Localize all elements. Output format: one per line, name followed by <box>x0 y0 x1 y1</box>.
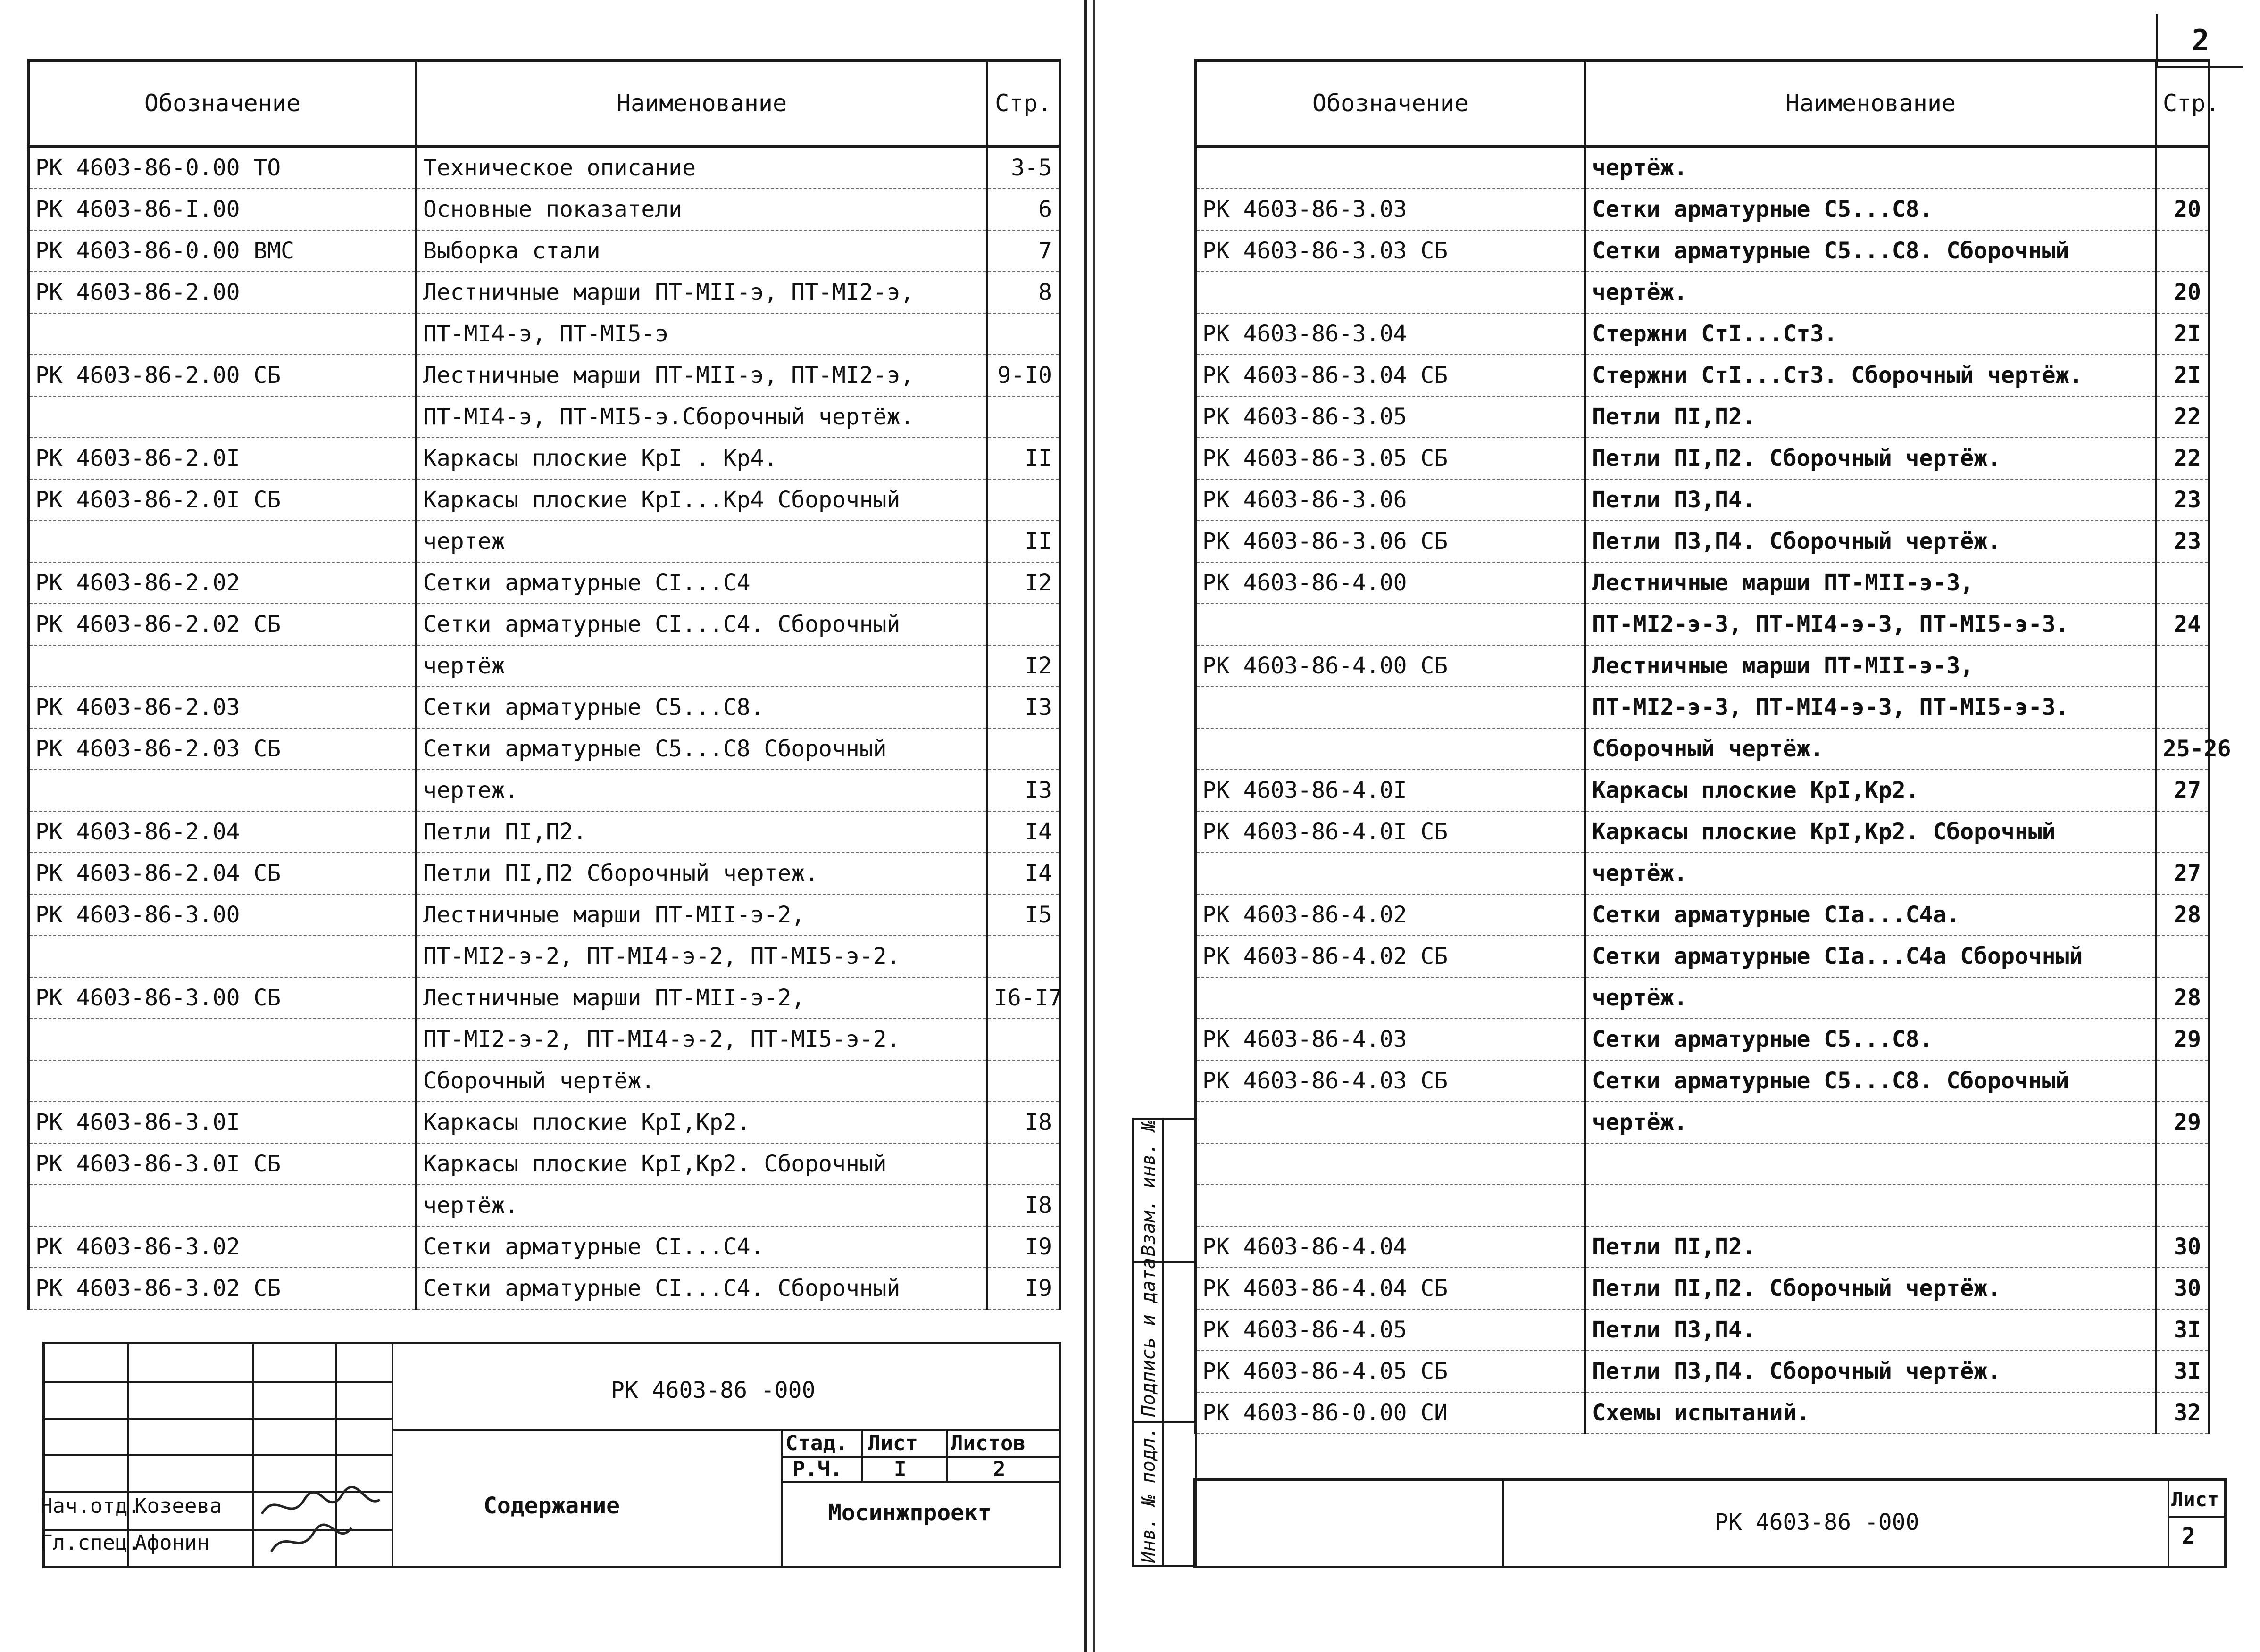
stage-label: Стад. <box>785 1431 848 1455</box>
table-row <box>29 355 1060 396</box>
person2-role: Гл.спец. <box>40 1531 140 1555</box>
table-row <box>29 1019 1060 1060</box>
table-row <box>29 770 1060 811</box>
cell-code: РК 4603-86-2.0I <box>29 438 417 479</box>
cell-code: РК 4603-86-3.02 СБ <box>29 1268 417 1309</box>
organization: Мосинжпроект <box>828 1500 992 1526</box>
cell-code <box>1196 604 1585 645</box>
cell-page: I4 <box>987 853 1060 894</box>
cell-code: РК 4603-86-3.02 <box>29 1226 417 1268</box>
table-row <box>29 645 1060 687</box>
table-row <box>29 853 1060 894</box>
side-stamp <box>1132 1118 1197 1567</box>
table-row <box>29 1268 1060 1309</box>
cell-code: РК 4603-86-0.00 СИ <box>1196 1392 1585 1434</box>
page-fold-line-inner <box>1093 0 1095 1652</box>
table-row <box>29 479 1060 521</box>
cell-name: Петли ПI,П2. Сборочный чертёж. <box>1585 1268 2156 1309</box>
table-row <box>29 438 1060 479</box>
cell-name: ПТ-МI4-э, ПТ-МI5-э.Сборочный чертёж. <box>417 396 987 438</box>
cell-page: I2 <box>987 562 1060 604</box>
table-row <box>1196 894 2209 936</box>
cell-page: 20 <box>2156 272 2209 313</box>
cell-code <box>1196 1102 1585 1143</box>
cell-code: РК 4603-86-3.05 <box>1196 396 1585 438</box>
cell-page: II <box>987 521 1060 562</box>
cell-code <box>1196 977 1585 1019</box>
cell-name: Основные показатели <box>417 189 987 230</box>
cell-page: 28 <box>2156 977 2209 1019</box>
cell-code: РК 4603-86-0.00 ВМС <box>29 230 417 272</box>
cell-page <box>987 1143 1060 1185</box>
cell-code <box>1196 853 1585 894</box>
right-contents-table <box>1194 59 2231 1434</box>
table-row <box>1196 853 2209 894</box>
cell-name: Петли П3,П4. Сборочный чертёж. <box>1585 521 2156 562</box>
table-row <box>1196 189 2209 230</box>
cell-code: РК 4603-86-2.02 СБ <box>29 604 417 645</box>
cell-name: Лестничные марши ПТ-МII-э-2, <box>417 977 987 1019</box>
cell-page: 9-I0 <box>987 355 1060 396</box>
left-title-block <box>42 1342 1061 1568</box>
grid-line <box>45 1381 392 1383</box>
cell-code: РК 4603-86-2.00 СБ <box>29 355 417 396</box>
cell-page: I9 <box>987 1268 1060 1309</box>
page-number: 2 <box>2192 23 2210 58</box>
cell-page <box>2156 687 2209 728</box>
cell-name: ПТ-МI4-э, ПТ-МI5-э <box>417 313 987 355</box>
table-row <box>1196 479 2209 521</box>
cell-page: 23 <box>2156 479 2209 521</box>
cell-code: РК 4603-86-4.04 <box>1196 1226 1585 1268</box>
cell-page: I5 <box>987 894 1060 936</box>
grid-line <box>392 1429 1059 1431</box>
cell-code <box>1196 1143 1585 1185</box>
table-row <box>1196 977 2209 1019</box>
table-row <box>1196 272 2209 313</box>
grid-line <box>861 1429 863 1481</box>
table-header <box>29 60 1060 146</box>
header-designation: Обозначение <box>1196 60 1585 146</box>
table-row <box>29 1226 1060 1268</box>
cell-name: Сборочный чертёж. <box>417 1060 987 1102</box>
stage-value: Р.Ч. <box>792 1457 842 1481</box>
person1-name: Козеева <box>134 1494 222 1518</box>
table-row <box>1196 1143 2209 1185</box>
cell-code: РК 4603-86-2.0I СБ <box>29 479 417 521</box>
cell-page: 23 <box>2156 521 2209 562</box>
sheet-value: I <box>894 1457 907 1481</box>
cell-name: Петли ПI,П2. <box>1585 1226 2156 1268</box>
table-row <box>29 728 1060 770</box>
cell-page <box>987 936 1060 977</box>
doc-code: РК 4603-86 -000 <box>1715 1509 1919 1536</box>
cell-name: ПТ-МI2-э-3, ПТ-МI4-э-3, ПТ-МI5-э-3. <box>1585 687 2156 728</box>
person1-role: Нач.отд. <box>40 1494 140 1518</box>
table-row <box>1196 687 2209 728</box>
cell-page <box>2156 936 2209 977</box>
cell-code: РК 4603-86-4.02 СБ <box>1196 936 1585 977</box>
cell-page: 25-26 <box>2156 728 2209 770</box>
cell-page: 27 <box>2156 770 2209 811</box>
table-row <box>1196 1392 2209 1434</box>
cell-code <box>1196 146 1585 189</box>
cell-code: РК 4603-86-3.03 <box>1196 189 1585 230</box>
sheet-value: 2 <box>2182 1523 2195 1550</box>
cell-page <box>987 604 1060 645</box>
cell-name: чертёж <box>417 645 987 687</box>
cell-page: 8 <box>987 272 1060 313</box>
cell-code: РК 4603-86-4.05 СБ <box>1196 1351 1585 1392</box>
table-row <box>1196 1226 2209 1268</box>
table-row <box>1196 230 2209 272</box>
cell-name: Каркасы плоские КрI . Кр4. <box>417 438 987 479</box>
sheet-title: Содержание <box>484 1493 620 1519</box>
cell-code <box>29 770 417 811</box>
cell-page: I3 <box>987 770 1060 811</box>
table-row <box>1196 936 2209 977</box>
cell-name: Сетки арматурные С5...С8. <box>1585 1019 2156 1060</box>
cell-page <box>987 479 1060 521</box>
cell-name: Каркасы плоские КрI...Кр4 Сборочный <box>417 479 987 521</box>
cell-name: Петли П3,П4. <box>1585 479 2156 521</box>
cell-name: ПТ-МI2-э-2, ПТ-МI4-э-2, ПТ-МI5-э-2. <box>417 1019 987 1060</box>
cell-code: РК 4603-86-2.04 <box>29 811 417 853</box>
table-header <box>1196 60 2209 146</box>
cell-name: чертеж. <box>417 770 987 811</box>
table-row <box>1196 1268 2209 1309</box>
cell-code <box>29 396 417 438</box>
table-row <box>29 1143 1060 1185</box>
cell-code: РК 4603-86-3.04 СБ <box>1196 355 1585 396</box>
table-row <box>29 811 1060 853</box>
table-row <box>29 562 1060 604</box>
cell-code <box>29 936 417 977</box>
cell-code <box>1196 1185 1585 1226</box>
table-row <box>1196 146 2209 189</box>
cell-name: Сетки арматурные С5...С8. <box>417 687 987 728</box>
cell-name: Сетки арматурные СI...С4. Сборочный <box>417 604 987 645</box>
table-row <box>1196 645 2209 687</box>
cell-page: 24 <box>2156 604 2209 645</box>
cell-page <box>2156 1143 2209 1185</box>
cell-page: 29 <box>2156 1102 2209 1143</box>
left-contents-table <box>27 59 1061 1310</box>
table-row <box>1196 1019 2209 1060</box>
cell-page: 28 <box>2156 894 2209 936</box>
cell-name: Сетки арматурные СI...С4. Сборочный <box>417 1268 987 1309</box>
table-row <box>29 687 1060 728</box>
cell-code: РК 4603-86-I.00 <box>29 189 417 230</box>
grid-line <box>45 1454 392 1456</box>
cell-page <box>2156 146 2209 189</box>
cell-code: РК 4603-86-3.0I <box>29 1102 417 1143</box>
person2-name: Афонин <box>134 1531 209 1555</box>
cell-page: 2I <box>2156 313 2209 355</box>
cell-code: РК 4603-86-2.03 СБ <box>29 728 417 770</box>
cell-page: II <box>987 438 1060 479</box>
grid-line <box>1134 1421 1195 1423</box>
left-table-body <box>29 146 1060 1309</box>
cell-name: Каркасы плоские КрI,Кр2. <box>417 1102 987 1143</box>
table-row <box>29 604 1060 645</box>
cell-name: Петли ПI,П2. Сборочный чертёж. <box>1585 438 2156 479</box>
cell-name: Петли ПI,П2 Сборочный чертеж. <box>417 853 987 894</box>
cell-page <box>2156 811 2209 853</box>
table-row <box>1196 770 2209 811</box>
cell-page: 3I <box>2156 1351 2209 1392</box>
cell-page: 22 <box>2156 396 2209 438</box>
cell-page: 20 <box>2156 189 2209 230</box>
cell-name: Стержни СтI...Ст3. <box>1585 313 2156 355</box>
cell-code <box>29 521 417 562</box>
cell-name: Выборка стали <box>417 230 987 272</box>
table-row <box>1196 355 2209 396</box>
cell-code: РК 4603-86-4.02 <box>1196 894 1585 936</box>
table-row <box>1196 521 2209 562</box>
cell-page: I9 <box>987 1226 1060 1268</box>
table-row <box>29 189 1060 230</box>
table-row <box>1196 1102 2209 1143</box>
table-row <box>29 977 1060 1019</box>
cell-name: Сетки арматурные СIа...С4а. <box>1585 894 2156 936</box>
signature-icon <box>257 1481 384 1561</box>
cell-code: РК 4603-86-2.00 <box>29 272 417 313</box>
replace-label: Взам. инв. № <box>1138 1120 1159 1256</box>
grid-line <box>1162 1120 1164 1565</box>
grid-line <box>946 1429 948 1481</box>
cell-name <box>1585 1185 2156 1226</box>
cell-code: РК 4603-86-3.05 СБ <box>1196 438 1585 479</box>
cell-page: 30 <box>2156 1268 2209 1309</box>
table-row <box>1196 1309 2209 1351</box>
grid-line <box>1502 1481 1504 1566</box>
cell-name: Стержни СтI...Ст3. Сборочный чертёж. <box>1585 355 2156 396</box>
cell-code <box>1196 728 1585 770</box>
cell-code: РК 4603-86-3.06 <box>1196 479 1585 521</box>
cell-name: чертёж. <box>417 1185 987 1226</box>
cell-name: Каркасы плоские КрI,Кр2. Сборочный <box>417 1143 987 1185</box>
cell-code <box>1196 272 1585 313</box>
cell-page <box>987 1019 1060 1060</box>
cell-name: Сборочный чертёж. <box>1585 728 2156 770</box>
cell-code: РК 4603-86-4.04 СБ <box>1196 1268 1585 1309</box>
cell-page: 3I <box>2156 1309 2209 1351</box>
cell-page <box>987 313 1060 355</box>
cell-name: Сетки арматурные СIа...С4а Сборочный <box>1585 936 2156 977</box>
table-row <box>1196 1060 2209 1102</box>
cell-code: РК 4603-86-4.00 СБ <box>1196 645 1585 687</box>
cell-page <box>2156 562 2209 604</box>
cell-name: Лестничные марши ПТ-МII-э-3, <box>1585 645 2156 687</box>
header-name: Наименование <box>417 60 987 146</box>
cell-code: РК 4603-86-3.0I СБ <box>29 1143 417 1185</box>
cell-page: 30 <box>2156 1226 2209 1268</box>
cell-name: Сетки арматурные С5...С8. Сборочный <box>1585 230 2156 272</box>
cell-name: Лестничные марши ПТ-МII-э, ПТ-МI2-э, <box>417 272 987 313</box>
grid-line <box>781 1429 783 1566</box>
table-row <box>1196 313 2209 355</box>
cell-page: 7 <box>987 230 1060 272</box>
table-row <box>29 272 1060 313</box>
table-row <box>1196 604 2209 645</box>
cell-code <box>29 1019 417 1060</box>
cell-page <box>987 396 1060 438</box>
cell-code: РК 4603-86-4.05 <box>1196 1309 1585 1351</box>
cell-code: РК 4603-86-3.06 СБ <box>1196 521 1585 562</box>
cell-name: Петли П3,П4. Сборочный чертёж. <box>1585 1351 2156 1392</box>
cell-name: ПТ-МI2-э-2, ПТ-МI4-э-2, ПТ-МI5-э-2. <box>417 936 987 977</box>
cell-page: 29 <box>2156 1019 2209 1060</box>
cell-code: РК 4603-86-2.03 <box>29 687 417 728</box>
cell-name: чертёж. <box>1585 977 2156 1019</box>
sheet-label: Лист <box>2171 1488 2219 1511</box>
table-row <box>29 146 1060 189</box>
table-row <box>29 894 1060 936</box>
sign-date-label: Подпись и дата <box>1138 1257 1159 1417</box>
cell-page <box>2156 230 2209 272</box>
cell-name: Петли ПI,П2. <box>417 811 987 853</box>
cell-name: Каркасы плоские КрI,Кр2. Сборочный <box>1585 811 2156 853</box>
grid-line <box>392 1344 393 1566</box>
cell-page: 27 <box>2156 853 2209 894</box>
cell-code: РК 4603-86-4.0I СБ <box>1196 811 1585 853</box>
table-row <box>1196 1351 2209 1392</box>
cell-page <box>2156 1060 2209 1102</box>
cell-page: I8 <box>987 1185 1060 1226</box>
cell-name: Лестничные марши ПТ-МII-э-2, <box>417 894 987 936</box>
grid-line <box>45 1418 392 1420</box>
table-row <box>29 1185 1060 1226</box>
page-fold-line <box>1084 0 1087 1652</box>
cell-code: РК 4603-86-0.00 ТО <box>29 146 417 189</box>
header-designation: Обозначение <box>29 60 417 146</box>
cell-code <box>29 1185 417 1226</box>
cell-page <box>987 728 1060 770</box>
cell-name: Лестничные марши ПТ-МII-э, ПТ-МI2-э, <box>417 355 987 396</box>
cell-page: 2I <box>2156 355 2209 396</box>
cell-code: РК 4603-86-4.00 <box>1196 562 1585 604</box>
cell-page: I2 <box>987 645 1060 687</box>
cell-name: чертёж. <box>1585 272 2156 313</box>
cell-code: РК 4603-86-3.04 <box>1196 313 1585 355</box>
cell-name: Техническое описание <box>417 146 987 189</box>
cell-name: Сетки арматурные С5...С8. <box>1585 189 2156 230</box>
table-row <box>1196 811 2209 853</box>
table-row <box>29 1060 1060 1102</box>
table-row <box>1196 396 2209 438</box>
cell-name <box>1585 1143 2156 1185</box>
cell-name: Петли ПI,П2. <box>1585 396 2156 438</box>
table-row <box>1196 1185 2209 1226</box>
cell-name: Сетки арматурные СI...С4. <box>417 1226 987 1268</box>
cell-page: 3-5 <box>987 146 1060 189</box>
table-row <box>29 313 1060 355</box>
cell-name: чертёж. <box>1585 146 2156 189</box>
cell-name: Петли П3,П4. <box>1585 1309 2156 1351</box>
cell-page: I3 <box>987 687 1060 728</box>
header-name: Наименование <box>1585 60 2156 146</box>
table-row <box>29 1102 1060 1143</box>
cell-code: РК 4603-86-4.03 СБ <box>1196 1060 1585 1102</box>
cell-page: I6-I7 <box>987 977 1060 1019</box>
cell-code <box>29 1060 417 1102</box>
cell-page: 32 <box>2156 1392 2209 1434</box>
cell-name: чертёж. <box>1585 853 2156 894</box>
cell-code: РК 4603-86-2.04 СБ <box>29 853 417 894</box>
cell-name: Сетки арматурные СI...С4 <box>417 562 987 604</box>
table-row <box>29 230 1060 272</box>
cell-code: РК 4603-86-3.03 СБ <box>1196 230 1585 272</box>
table-row <box>29 521 1060 562</box>
cell-page: I8 <box>987 1102 1060 1143</box>
cell-code <box>29 645 417 687</box>
cell-page <box>2156 1185 2209 1226</box>
table-row <box>1196 562 2209 604</box>
cell-code <box>29 313 417 355</box>
cell-name: чертёж. <box>1585 1102 2156 1143</box>
cell-code <box>1196 687 1585 728</box>
cell-code: РК 4603-86-3.00 <box>29 894 417 936</box>
right-title-block <box>1193 1478 2227 1568</box>
cell-name: чертеж <box>417 521 987 562</box>
table-row <box>1196 438 2209 479</box>
cell-name: ПТ-МI2-э-3, ПТ-МI4-э-3, ПТ-МI5-э-3. <box>1585 604 2156 645</box>
cell-page: 22 <box>2156 438 2209 479</box>
right-table-body <box>1196 146 2231 1434</box>
cell-page: 6 <box>987 189 1060 230</box>
grid-line <box>2168 1481 2169 1566</box>
header-page: Стр. <box>987 60 1060 146</box>
header-page: Стр. <box>2156 60 2209 146</box>
inv-label: Инв. № подл. <box>1138 1427 1159 1563</box>
cell-code: РК 4603-86-2.02 <box>29 562 417 604</box>
cell-page <box>2156 645 2209 687</box>
table-row <box>29 396 1060 438</box>
sheets-value: 2 <box>993 1457 1006 1481</box>
cell-code: РК 4603-86-4.03 <box>1196 1019 1585 1060</box>
cell-name: Сетки арматурные С5...С8 Сборочный <box>417 728 987 770</box>
cell-page: I4 <box>987 811 1060 853</box>
cell-name: Сетки арматурные С5...С8. Сборочный <box>1585 1060 2156 1102</box>
table-row <box>29 936 1060 977</box>
cell-code: РК 4603-86-3.00 СБ <box>29 977 417 1019</box>
sheet-label: Лист <box>868 1431 918 1455</box>
cell-name: Каркасы плоские КрI,Кр2. <box>1585 770 2156 811</box>
grid-line <box>2168 1516 2224 1518</box>
cell-name: Лестничные марши ПТ-МII-э-3, <box>1585 562 2156 604</box>
cell-page <box>987 1060 1060 1102</box>
cell-name: Схемы испытаний. <box>1585 1392 2156 1434</box>
cell-code: РК 4603-86-4.0I <box>1196 770 1585 811</box>
table-row <box>1196 728 2209 770</box>
doc-code: РК 4603-86 -000 <box>611 1377 816 1403</box>
sheets-label: Листов <box>951 1431 1026 1455</box>
